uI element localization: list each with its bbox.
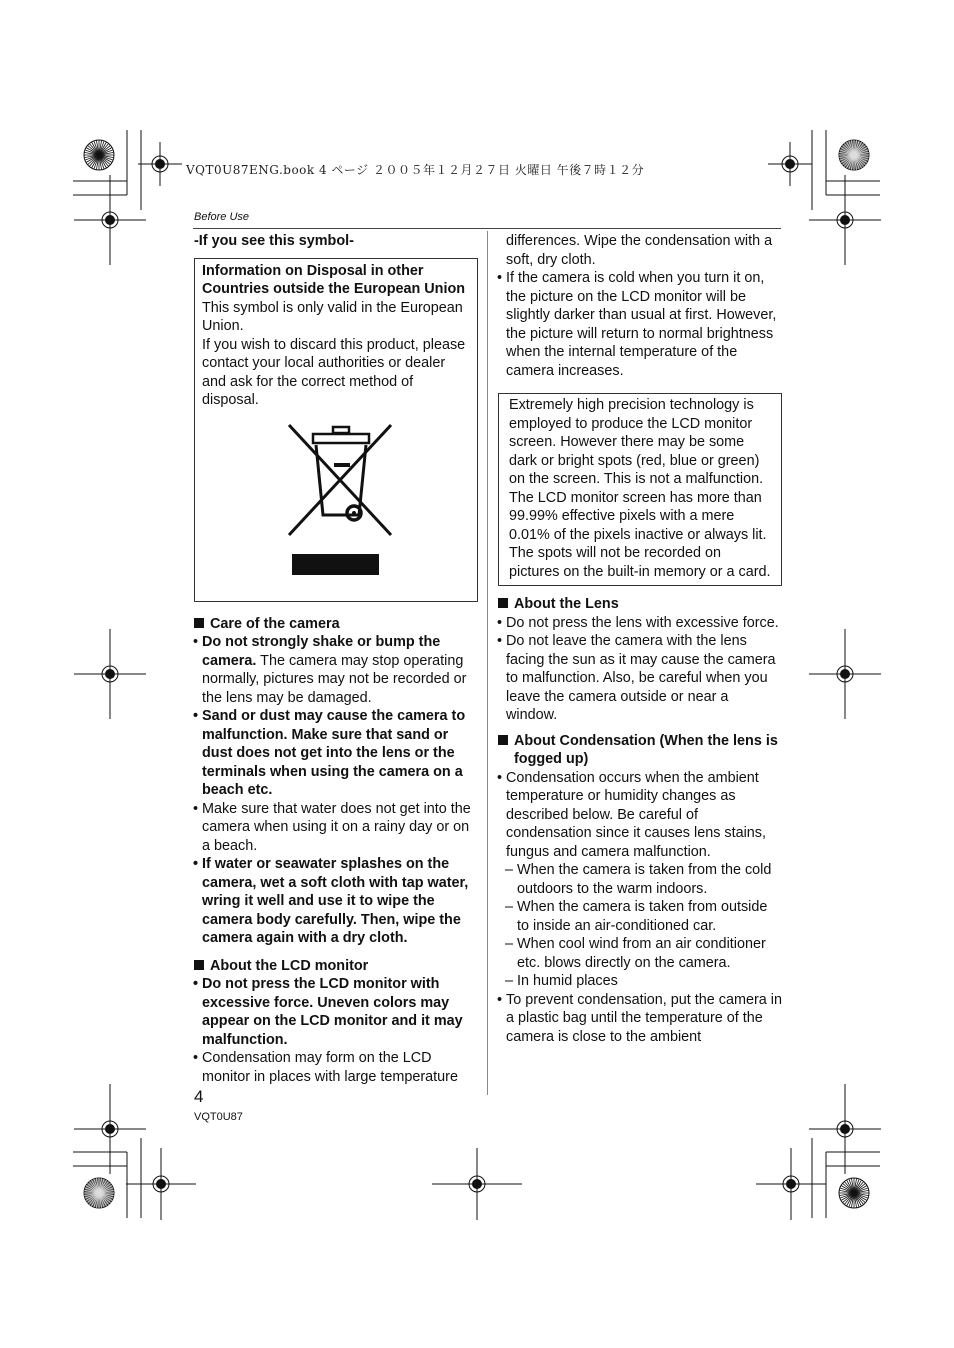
care-bullet-1: • Do not strongly shake or bump the camera. The camera may stop operating normally, pictures may not be recorded or the lens may be damaged.: [194, 633, 478, 707]
left-column: [194, 232, 478, 1086]
square-bullet-icon: [194, 618, 204, 628]
care-heading: Care of the camera: [194, 615, 478, 634]
lcd-bullet-1: • Do not press the LCD monitor with excessive force. Uneven colors may appear on the LCD monitor and it may malfunction.: [194, 975, 478, 1049]
condensation-dash-2: – When the camera is taken from outside to inside an air-conditioned car.: [498, 898, 782, 935]
document-code: VQT0U87: [194, 1111, 243, 1123]
lcd-precision-text: Extremely high precision technology is employed to produce the LCD monitor screen. However there may be some dark or bright spots (red, blue or green) on the screen. This is not a malfunction. The LCD monitor screen has more than 99.99% effective pixels with a mere 0.01% of the pixels inactive or always lit. The spots will not be recorded on pictures on the built-in memory or a card.: [509, 397, 771, 580]
registration-crosshair-icon: [74, 629, 146, 719]
lens-heading: About the Lens: [498, 595, 782, 614]
lcd-section: [194, 957, 478, 1087]
registration-crosshair-icon: [809, 629, 881, 719]
condensation-heading: About Condensation (When the lens is fogged up): [498, 732, 782, 769]
condensation-bullet-1: • Condensation occurs when the ambient temperature or humidity changes as described below. Be careful of condensation since it causes lens stains, fungus and camera malfunction.: [498, 769, 782, 862]
lcd-bullet-2: • Condensation may form on the LCD monitor in places with large temperature: [194, 1049, 478, 1086]
condensation-continued: differences. Wipe the condensation with a soft, dry cloth.: [506, 233, 773, 268]
square-bullet-icon: [498, 598, 508, 608]
square-bullet-icon: [498, 735, 508, 745]
care-bullet-2: • Sand or dust may cause the camera to malfunction. Make sure that sand or dust does not get into the lens or the terminals when using the camera on a beach etc.: [194, 707, 478, 800]
condensation-bullet-2: • To prevent condensation, put the camera in a plastic bag until the temperature of the camera is close to the ambient: [498, 991, 782, 1047]
weee-symbol: [202, 417, 470, 587]
registration-crosshair-icon: [432, 1148, 522, 1220]
care-section: [194, 615, 478, 948]
page-number: 4: [194, 1087, 204, 1106]
condensation-dash-4: – In humid places: [498, 972, 782, 991]
symbol-intro: -If you see this symbol-: [194, 233, 354, 249]
disposal-info-box: [194, 258, 478, 602]
lens-bullet-1: • Do not press the lens with excessive force.: [498, 614, 782, 633]
care-bullet-3: • Make sure that water does not get into the camera when using it on a rainy day or on a beach.: [194, 800, 478, 856]
lens-bullet-2: • Do not leave the camera with the lens facing the sun as it may cause the camera to malfunction. Also, be careful when you leave the camera outside or near a window.: [498, 632, 782, 725]
right-column: [498, 232, 782, 1046]
registration-crosshair-icon: [74, 175, 146, 265]
printer-sunburst-mark-icon: [83, 139, 115, 171]
black-bar: [292, 554, 379, 575]
disposal-text-1: This symbol is only valid in the European Union.: [202, 299, 463, 334]
condensation-dash-3: – When cool wind from an air conditioner etc. blows directly on the camera.: [498, 935, 782, 972]
condensation-section: [498, 732, 782, 1047]
disposal-title: Information on Disposal in other Countries outside the European Union: [202, 262, 466, 297]
crossed-out-wheelie-bin-icon: [285, 421, 395, 539]
registration-crosshair-icon: [768, 142, 812, 186]
lcd-heading: About the LCD monitor: [194, 957, 478, 976]
print-header: VQT0U87ENG.book 4 ページ ２００５年１２月２７日 火曜日 午後７時１２分: [186, 163, 645, 177]
section-label: Before Use: [194, 211, 250, 223]
column-divider: [487, 231, 488, 1095]
printer-sunburst-mark-icon: [838, 1177, 870, 1209]
disposal-text-2: If you wish to discard this product, please contact your local authorities or dealer and ask for the correct method of disposal.: [202, 336, 466, 408]
registration-crosshair-icon: [809, 175, 881, 265]
printer-sunburst-mark-icon: [83, 1177, 115, 1209]
registration-crosshair-icon: [126, 1148, 196, 1220]
condensation-dash-1: – When the camera is taken from the cold outdoors to the warm indoors.: [498, 861, 782, 898]
lens-section: [498, 595, 782, 725]
cold-camera-bullet: • If the camera is cold when you turn it on, the picture on the LCD monitor will be slightly darker than usual at first. However, the picture will return to normal brightness when the internal temperature of the camera increases.: [498, 269, 782, 380]
registration-crosshair-icon: [756, 1148, 826, 1220]
header-rule: [193, 228, 781, 229]
lcd-precision-box: [498, 393, 782, 586]
square-bullet-icon: [194, 960, 204, 970]
printer-sunburst-mark-icon: [838, 139, 870, 171]
care-bullet-4: • If water or seawater splashes on the camera, wet a soft cloth with tap water, wring it well and use it to wipe the camera body carefully. Then, wipe the camera again with a dry cloth.: [194, 855, 478, 948]
